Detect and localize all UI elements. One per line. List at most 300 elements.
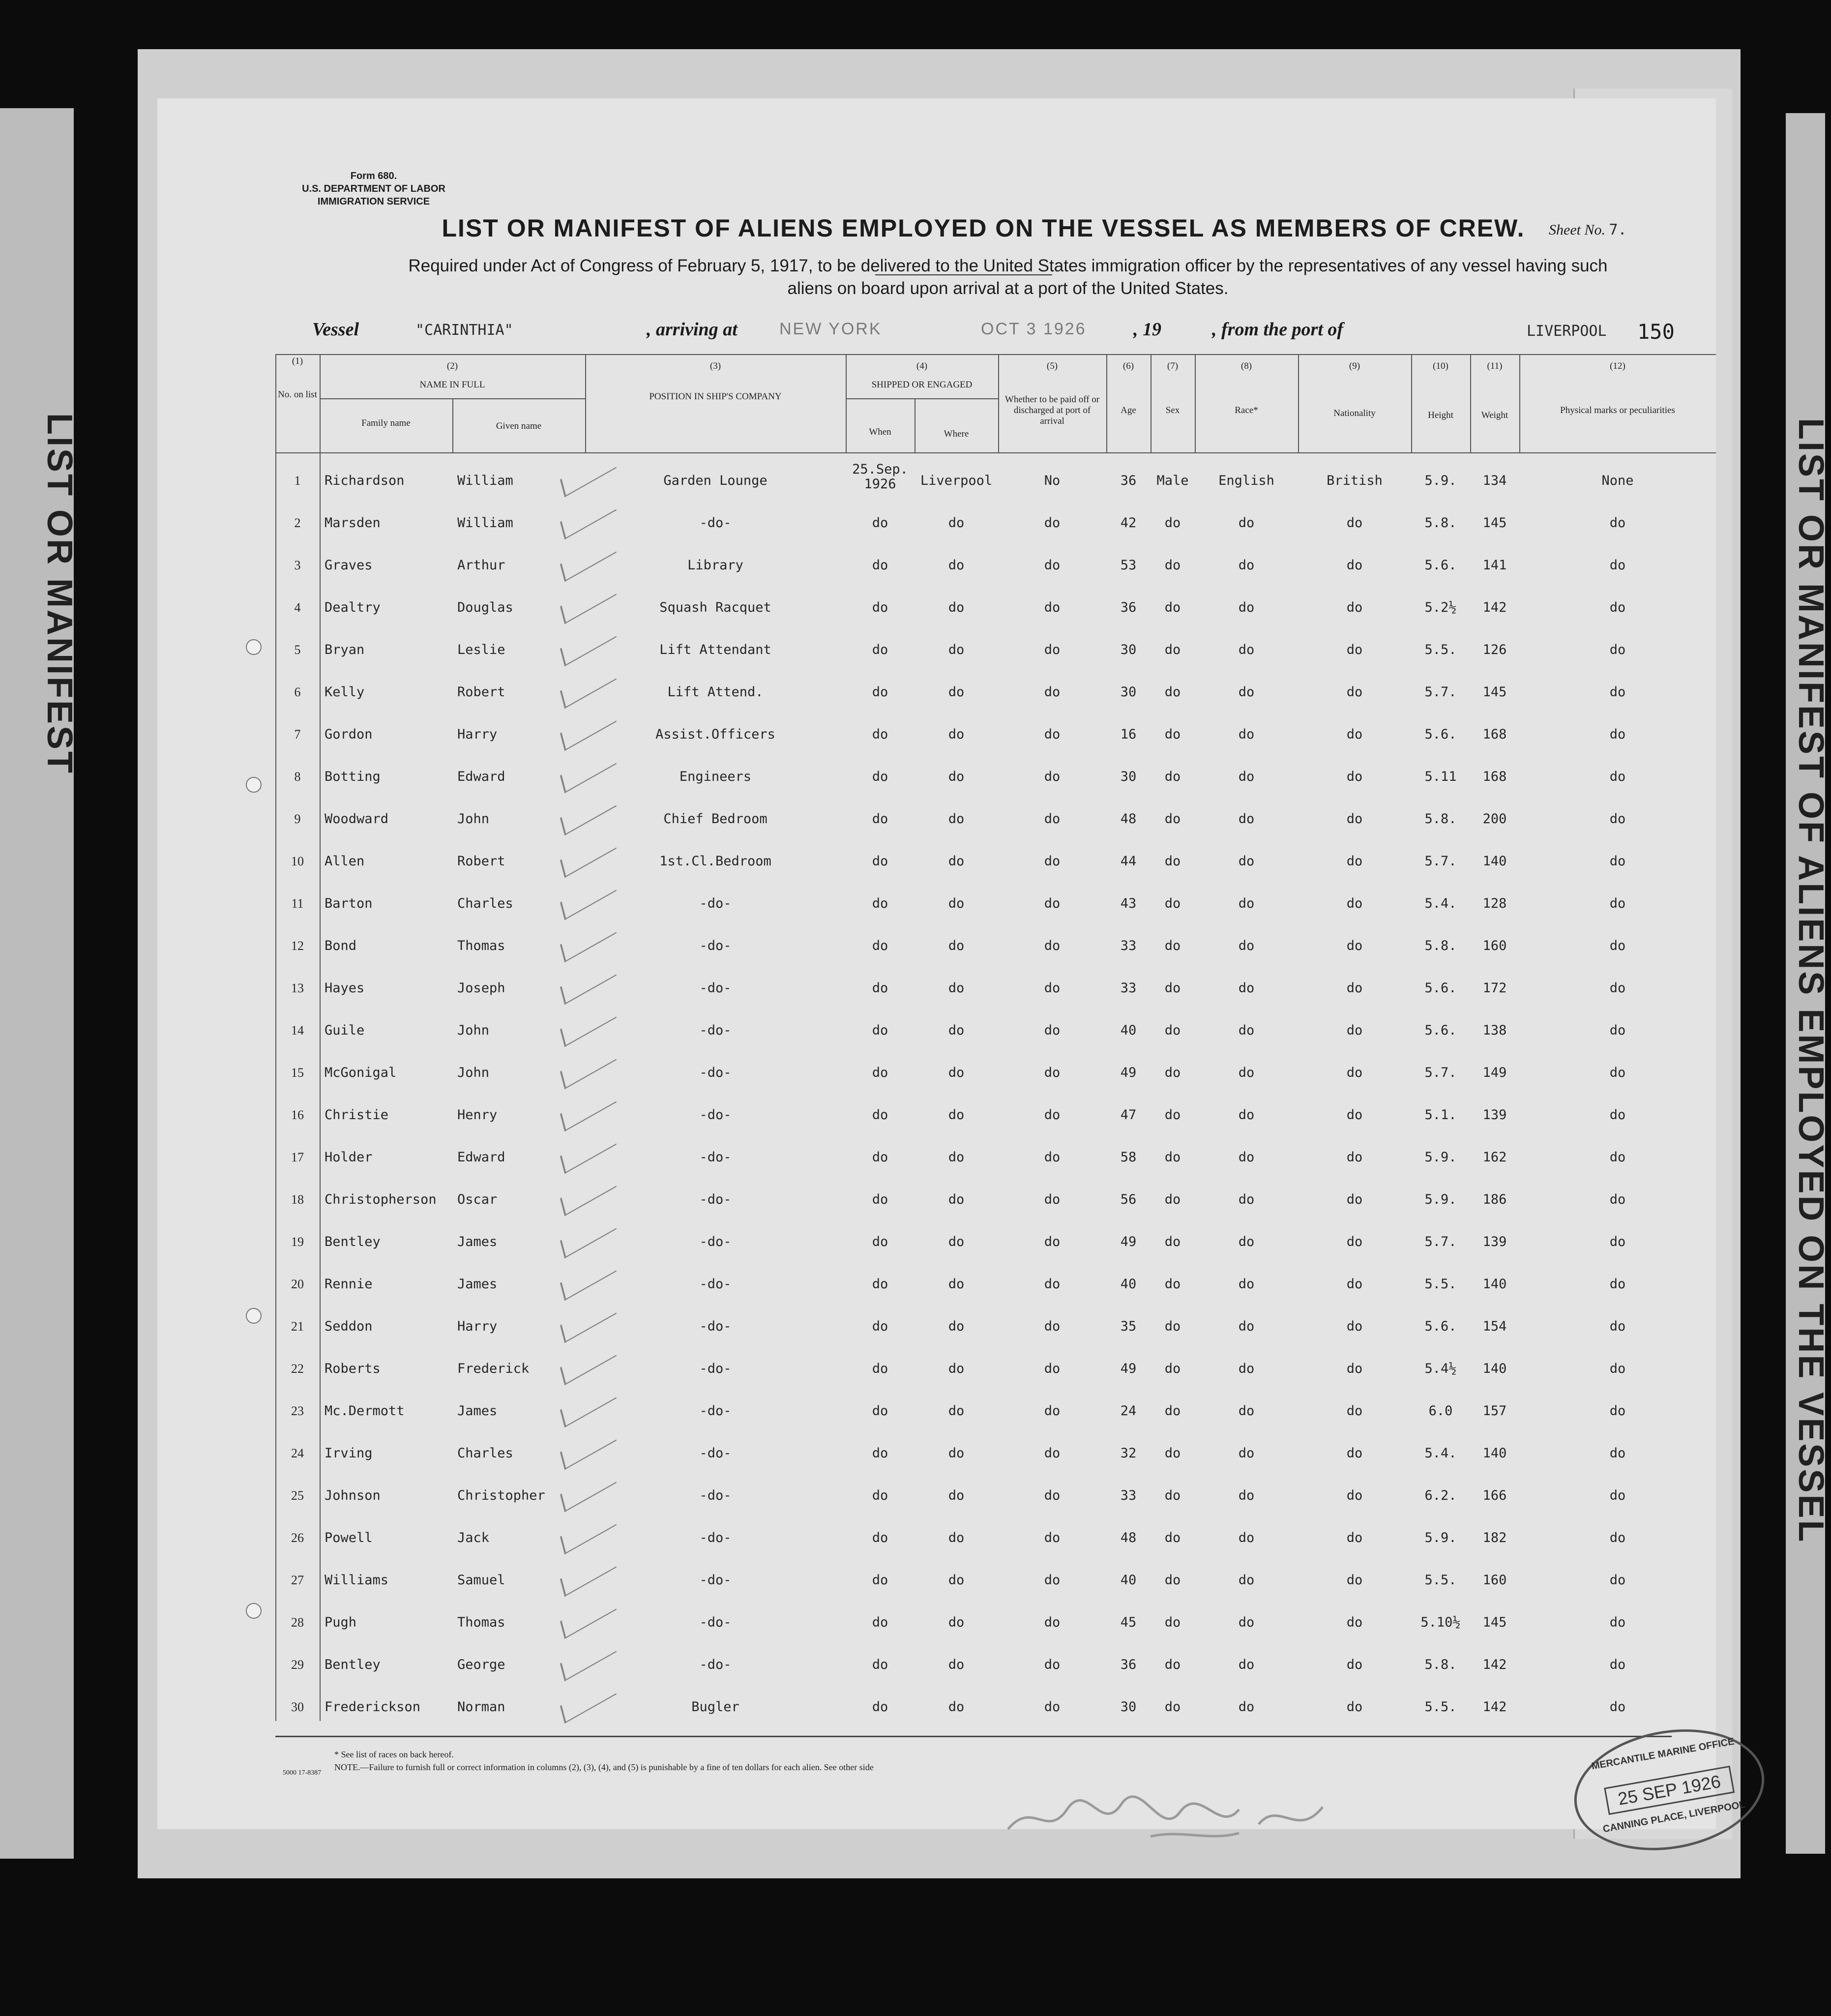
table-row — [275, 1435, 1716, 1473]
cell-family-name: Bentley — [325, 1234, 381, 1249]
cell-when: do — [872, 1276, 888, 1292]
cell-height: 5.4. — [1424, 896, 1457, 911]
cell-marks: do — [1609, 1615, 1626, 1630]
cell-when: do — [872, 515, 888, 531]
cell-sex: do — [1164, 1276, 1181, 1292]
cell-given-name: John — [457, 811, 490, 827]
cell-nationality: do — [1346, 980, 1363, 996]
table-row — [275, 1393, 1716, 1431]
table-row — [275, 927, 1716, 966]
cell-family-name: Irving — [325, 1446, 373, 1461]
col-num-9: (9) — [1349, 361, 1360, 371]
cell-where: do — [948, 1107, 965, 1123]
cell-race: do — [1238, 1488, 1255, 1503]
table-row — [275, 1012, 1716, 1050]
table-bottom-rule — [275, 1736, 1672, 1737]
cell-age: 36 — [1120, 1657, 1137, 1672]
cell-position: -do- — [699, 1319, 732, 1334]
cell-when: do — [872, 1446, 888, 1461]
cell-sex: do — [1164, 727, 1181, 742]
cell-height: 5.7. — [1424, 684, 1457, 700]
cell-paid-off: do — [1044, 769, 1061, 784]
cell-sex: do — [1164, 600, 1181, 615]
cell-position: Bugler — [691, 1699, 739, 1715]
cell-where: do — [948, 1699, 965, 1715]
cell-race: do — [1238, 769, 1255, 784]
cell-race: do — [1238, 1023, 1255, 1038]
table-row — [275, 1646, 1716, 1685]
cell-given-name: Samuel — [457, 1572, 505, 1588]
cell-height: 5.6. — [1424, 727, 1457, 742]
cell-sex: do — [1164, 1488, 1181, 1503]
cell-height: 5.5. — [1424, 1572, 1457, 1588]
sheet-number-value: 7. — [1609, 221, 1627, 238]
vessel-line — [312, 319, 1738, 348]
col-header-paid: Whether to be paid off or discharged at port of arrival — [1004, 394, 1100, 426]
cell-when: do — [872, 1065, 888, 1080]
footnote-penalty: NOTE.—Failure to furnish full or correct information in columns (2), (3), (4), and (5) is punishable by a fine of ten dollars for each alien. See other side — [334, 1762, 874, 1772]
cell-age: 45 — [1120, 1615, 1137, 1630]
cell-race: do — [1238, 1699, 1255, 1715]
cell-race: do — [1238, 1234, 1255, 1249]
cell-nationality: do — [1346, 1065, 1363, 1080]
cell-nationality: do — [1346, 1530, 1363, 1545]
cell-age: 40 — [1120, 1572, 1137, 1588]
table-row — [275, 758, 1716, 797]
cell-marks: do — [1609, 980, 1626, 996]
cell-sex: do — [1164, 769, 1181, 784]
cell-paid-off: do — [1044, 727, 1061, 742]
table-row — [275, 1519, 1716, 1558]
col-header-marks: Physical marks or peculiarities — [1560, 405, 1675, 415]
cell-nationality: do — [1346, 854, 1363, 869]
cell-height: 5.9. — [1424, 1530, 1457, 1545]
cell-position: -do- — [699, 1107, 732, 1123]
manifest-page — [157, 98, 1746, 1835]
col-header-family: Family name — [361, 418, 411, 428]
cell-when: do — [872, 1615, 888, 1630]
cell-where: do — [948, 1065, 965, 1080]
cell-race: do — [1238, 1276, 1255, 1292]
cell-sex: do — [1164, 1107, 1181, 1123]
cell-position: -do- — [699, 980, 732, 996]
cell-given-name: Harry — [457, 727, 498, 742]
cell-age: 30 — [1120, 684, 1137, 700]
cell-nationality: do — [1346, 642, 1363, 657]
cell-where: Liverpool — [920, 473, 993, 488]
cell-marks: do — [1609, 1023, 1626, 1038]
cell-position: -do- — [699, 1065, 732, 1080]
cell-position: 1st.Cl.Bedroom — [659, 854, 771, 869]
cell-family-name: McGonigal — [325, 1065, 397, 1080]
vessel-label: Vessel — [312, 319, 359, 340]
cell-weight: 200 — [1482, 811, 1507, 827]
cell-marks: do — [1609, 727, 1626, 742]
cell-weight: 139 — [1482, 1107, 1507, 1123]
cell-family-name: Woodward — [325, 811, 389, 827]
vessel-name: "CARINTHIA" — [415, 322, 513, 339]
cell-family-name: Richardson — [325, 473, 405, 488]
cell-age: 40 — [1120, 1023, 1137, 1038]
binder-hole — [246, 1603, 262, 1619]
cell-when: do — [872, 1572, 888, 1588]
cell-height: 5.9. — [1424, 1150, 1457, 1165]
cell-no: 21 — [291, 1319, 304, 1334]
cell-nationality: do — [1346, 1361, 1363, 1376]
cell-height: 5.11 — [1424, 769, 1457, 784]
cell-given-name: Jack — [457, 1530, 490, 1545]
cell-position: -do- — [699, 1488, 732, 1503]
cell-weight: 166 — [1482, 1488, 1507, 1503]
cell-paid-off: do — [1044, 1488, 1061, 1503]
sheet-number — [1549, 221, 1627, 238]
col-num-3: (3) — [709, 361, 721, 371]
cell-where: do — [948, 1657, 965, 1672]
cell-family-name: Christopherson — [325, 1192, 437, 1207]
table-row — [275, 1097, 1716, 1135]
table-row — [275, 1266, 1716, 1304]
cell-given-name: James — [457, 1403, 498, 1419]
cell-nationality: do — [1346, 1107, 1363, 1123]
cell-weight: 138 — [1482, 1023, 1507, 1038]
cell-sex: do — [1164, 1150, 1181, 1165]
cell-where: do — [948, 1530, 965, 1545]
cell-no: 10 — [291, 854, 304, 868]
cell-marks: do — [1609, 1572, 1626, 1588]
cell-weight: 140 — [1482, 1361, 1507, 1376]
cell-where: do — [948, 1572, 965, 1588]
cell-paid-off: do — [1044, 1403, 1061, 1419]
col-num-12: (12) — [1610, 361, 1625, 371]
cell-given-name: Frederick — [457, 1361, 530, 1376]
cell-weight: 140 — [1482, 1446, 1507, 1461]
cell-race: do — [1238, 980, 1255, 996]
col-header-given: Given name — [496, 421, 542, 431]
table-row — [275, 716, 1716, 754]
cell-weight: 139 — [1482, 1234, 1507, 1249]
cell-given-name: Leslie — [457, 642, 505, 657]
cell-position: Squash Racquet — [659, 600, 771, 615]
cell-marks: do — [1609, 1319, 1626, 1334]
cell-position: Lift Attend. — [667, 684, 764, 700]
cell-weight: 149 — [1482, 1065, 1507, 1080]
cell-nationality: do — [1346, 1234, 1363, 1249]
cell-when: do — [872, 1023, 888, 1038]
sheet-number-label: Sheet No. — [1549, 222, 1605, 238]
binder-hole — [246, 639, 262, 655]
cell-paid-off: do — [1044, 1107, 1061, 1123]
cell-nationality: do — [1346, 1488, 1363, 1503]
form-number: Form 680. — [350, 171, 397, 181]
name-subheader-rule — [320, 398, 585, 399]
col-header-height: Height — [1428, 410, 1453, 420]
cell-no: 18 — [291, 1192, 304, 1207]
col-header-sex: Sex — [1165, 405, 1180, 415]
cell-height: 5.5. — [1424, 642, 1457, 657]
cell-where: do — [948, 1615, 965, 1630]
cell-age: 56 — [1120, 1192, 1137, 1207]
cell-family-name: Hayes — [325, 980, 365, 996]
cell-family-name: Holder — [325, 1150, 373, 1165]
table-row — [275, 1139, 1716, 1177]
cell-sex: do — [1164, 515, 1181, 531]
cell-position: -do- — [699, 896, 732, 911]
cell-race: do — [1238, 1319, 1255, 1334]
cell-family-name: Barton — [325, 896, 373, 911]
cell-marks: do — [1609, 600, 1626, 615]
cell-given-name: William — [457, 473, 513, 488]
page-title: LIST OR MANIFEST OF ALIENS EMPLOYED ON THE VESSEL AS MEMBERS OF CREW. — [442, 214, 1525, 242]
cell-when: do — [872, 1192, 888, 1207]
cell-given-name: Norman — [457, 1699, 505, 1715]
cell-position: Lift Attendant — [659, 642, 771, 657]
cell-paid-off: do — [1044, 811, 1061, 827]
cell-age: 49 — [1120, 1065, 1137, 1080]
cell-paid-off: do — [1044, 1023, 1061, 1038]
cell-position: Library — [687, 558, 743, 573]
cell-given-name: Joseph — [457, 980, 505, 996]
cell-sex: do — [1164, 642, 1181, 657]
cell-where: do — [948, 1234, 965, 1249]
cell-sex: do — [1164, 938, 1181, 953]
table-row — [275, 970, 1716, 1008]
cell-age: 30 — [1120, 1699, 1137, 1715]
cell-when: do — [872, 727, 888, 742]
col-header-race: Race* — [1235, 405, 1258, 415]
cell-paid-off: do — [1044, 980, 1061, 996]
cell-marks: do — [1609, 1234, 1626, 1249]
cell-position: Engineers — [679, 769, 752, 784]
cell-paid-off: do — [1044, 1065, 1061, 1080]
cell-age: 53 — [1120, 558, 1137, 573]
cell-marks: None — [1601, 473, 1634, 488]
col-num-7: (7) — [1167, 361, 1179, 371]
cell-position: -do- — [699, 1572, 732, 1588]
cell-paid-off: do — [1044, 1234, 1061, 1249]
cell-sex: Male — [1156, 473, 1189, 488]
cell-given-name: Charles — [457, 1446, 513, 1461]
cell-weight: 142 — [1482, 1699, 1507, 1715]
cell-nationality: do — [1346, 1192, 1363, 1207]
cell-race: do — [1238, 727, 1255, 742]
cell-age: 43 — [1120, 896, 1137, 911]
cell-sex: do — [1164, 1615, 1181, 1630]
cell-marks: do — [1609, 811, 1626, 827]
cell-paid-off: do — [1044, 1657, 1061, 1672]
cell-marks: do — [1609, 938, 1626, 953]
cell-age: 58 — [1120, 1150, 1137, 1165]
cell-height: 5.9. — [1424, 1192, 1457, 1207]
cell-paid-off: do — [1044, 684, 1061, 700]
left-sheet-title: LIST OR MANIFEST — [40, 413, 79, 775]
cell-position: Garden Lounge — [663, 473, 768, 488]
col-num-5: (5) — [1046, 361, 1058, 371]
cell-marks: do — [1609, 769, 1626, 784]
cell-marks: do — [1609, 642, 1626, 657]
cell-race: do — [1238, 896, 1255, 911]
cell-no: 7 — [294, 727, 301, 741]
table-row — [275, 1350, 1716, 1389]
cell-position: -do- — [699, 938, 732, 953]
cell-given-name: James — [457, 1234, 498, 1249]
cell-race: do — [1238, 1615, 1255, 1630]
from-port: LIVERPOOL — [1527, 323, 1607, 340]
col-num-6: (6) — [1122, 361, 1134, 371]
cell-where: do — [948, 1361, 965, 1376]
cell-given-name: James — [457, 1276, 498, 1292]
cell-weight: 160 — [1482, 1572, 1507, 1588]
col-header-no: No. on list — [278, 389, 317, 400]
cell-weight: 142 — [1482, 1657, 1507, 1672]
cell-family-name: Williams — [325, 1572, 389, 1588]
cell-no: 29 — [291, 1658, 304, 1672]
cell-age: 40 — [1120, 1276, 1137, 1292]
cell-height: 5.10½ — [1420, 1615, 1461, 1630]
cell-where: do — [948, 1319, 965, 1334]
cell-where: do — [948, 1403, 965, 1419]
cell-position: -do- — [699, 1615, 732, 1630]
cell-nationality: do — [1346, 1403, 1363, 1419]
cell-race: do — [1238, 642, 1255, 657]
cell-paid-off: do — [1044, 1319, 1061, 1334]
cell-height: 5.7. — [1424, 854, 1457, 869]
cell-sex: do — [1164, 1361, 1181, 1376]
cell-weight: 140 — [1482, 854, 1507, 869]
cell-height: 5.6. — [1424, 558, 1457, 573]
cell-weight: 145 — [1482, 515, 1507, 531]
cell-family-name: Allen — [325, 854, 365, 869]
cell-weight: 154 — [1482, 1319, 1507, 1334]
cell-sex: do — [1164, 811, 1181, 827]
cell-where: do — [948, 938, 965, 953]
cell-height: 6.0 — [1428, 1403, 1453, 1419]
table-row — [275, 885, 1716, 923]
cell-nationality: do — [1346, 811, 1363, 827]
table-row — [275, 631, 1716, 670]
col-header-name: NAME IN FULL — [419, 380, 485, 390]
cell-paid-off: do — [1044, 896, 1061, 911]
col-num-2: (2) — [446, 361, 458, 371]
col-header-when: When — [869, 427, 891, 437]
cell-age: 49 — [1120, 1234, 1137, 1249]
cell-marks: do — [1609, 1446, 1626, 1461]
cell-sex: do — [1164, 1192, 1181, 1207]
stamp-top-text: MERCANTILE MARINE OFFICE — [1591, 1736, 1736, 1772]
cell-position: -do- — [699, 1150, 732, 1165]
table-row — [275, 1562, 1716, 1600]
cell-marks: do — [1609, 1403, 1626, 1419]
cell-paid-off: do — [1044, 600, 1061, 615]
cell-age: 30 — [1120, 769, 1137, 784]
subtitle-line-1: Required under Act of Congress of February 5, 1917, to be delivered to the United States immigration officer by the representatives of any vessel having such — [408, 256, 1608, 275]
service-name: IMMIGRATION SERVICE — [317, 196, 430, 207]
stamp-bottom-text: CANNING PLACE, LIVERPOOL — [1602, 1799, 1746, 1835]
cell-family-name: Rennie — [325, 1276, 373, 1292]
cell-no: 22 — [291, 1362, 304, 1376]
cell-race: do — [1238, 1192, 1255, 1207]
col-header-where: Where — [944, 429, 969, 439]
cell-no: 19 — [291, 1235, 304, 1249]
cell-height: 5.8. — [1424, 515, 1457, 531]
cell-age: 47 — [1120, 1107, 1137, 1123]
cell-weight: 126 — [1482, 642, 1507, 657]
cell-sex: do — [1164, 1657, 1181, 1672]
cell-sex: do — [1164, 1234, 1181, 1249]
cell-given-name: John — [457, 1065, 490, 1080]
col-header-age: Age — [1121, 405, 1136, 415]
department-name: U.S. DEPARTMENT OF LABOR — [302, 183, 445, 194]
cell-position: -do- — [699, 1657, 732, 1672]
col-header-shipped: SHIPPED OR ENGAGED — [871, 380, 973, 390]
cell-position: -do- — [699, 1530, 732, 1545]
page-subtitle — [320, 255, 1696, 300]
page-number: 150 — [1637, 320, 1675, 344]
printer-code: 5000 17-8387 — [283, 1769, 322, 1777]
cell-when: do — [872, 769, 888, 784]
cell-sex: do — [1164, 1530, 1181, 1545]
cell-race: do — [1238, 1446, 1255, 1461]
col-num-10: (10) — [1433, 361, 1448, 371]
cell-no: 15 — [291, 1066, 304, 1080]
cell-when: do — [872, 558, 888, 573]
cell-position: -do- — [699, 515, 732, 531]
cell-where: do — [948, 1150, 965, 1165]
cell-age: 42 — [1120, 515, 1137, 531]
cell-when: do — [872, 1234, 888, 1249]
cell-where: do — [948, 896, 965, 911]
cell-where: do — [948, 1488, 965, 1503]
cell-race: do — [1238, 1107, 1255, 1123]
cell-race: do — [1238, 558, 1255, 573]
cell-no: 9 — [294, 812, 301, 826]
cell-given-name: Arthur — [457, 558, 505, 573]
cell-age: 16 — [1120, 727, 1137, 742]
cell-given-name: Oscar — [457, 1192, 498, 1207]
cell-paid-off: do — [1044, 1530, 1061, 1545]
arriving-port: NEW YORK — [779, 320, 882, 338]
cell-sex: do — [1164, 558, 1181, 573]
table-row — [275, 547, 1716, 585]
cell-given-name: William — [457, 515, 513, 531]
cell-when: do — [872, 1319, 888, 1334]
cell-paid-off: do — [1044, 515, 1061, 531]
cell-family-name: Kelly — [325, 684, 365, 700]
cell-age: 33 — [1120, 1488, 1137, 1503]
cell-sex: do — [1164, 854, 1181, 869]
cell-family-name: Gordon — [325, 727, 373, 742]
cell-where: do — [948, 1446, 965, 1461]
cell-paid-off: do — [1044, 642, 1061, 657]
cell-position: -do- — [699, 1446, 732, 1461]
cell-age: 36 — [1120, 600, 1137, 615]
cell-nationality: do — [1346, 1319, 1363, 1334]
cell-marks: do — [1609, 1276, 1626, 1292]
cell-height: 5.1. — [1424, 1107, 1457, 1123]
cell-age: 33 — [1120, 938, 1137, 953]
cell-sex: do — [1164, 684, 1181, 700]
subtitle-line-2: aliens on board upon arrival at a port of the United States. — [787, 279, 1229, 298]
cell-weight: 160 — [1482, 938, 1507, 953]
cell-weight: 134 — [1482, 473, 1507, 488]
cell-height: 5.5. — [1424, 1699, 1457, 1715]
cell-no: 3 — [294, 558, 301, 572]
cell-position: -do- — [699, 1234, 732, 1249]
table-row — [275, 462, 1716, 501]
cell-age: 30 — [1120, 642, 1137, 657]
cell-marks: do — [1609, 684, 1626, 700]
cell-when: do — [872, 1150, 888, 1165]
cell-given-name: Harry — [457, 1319, 498, 1334]
